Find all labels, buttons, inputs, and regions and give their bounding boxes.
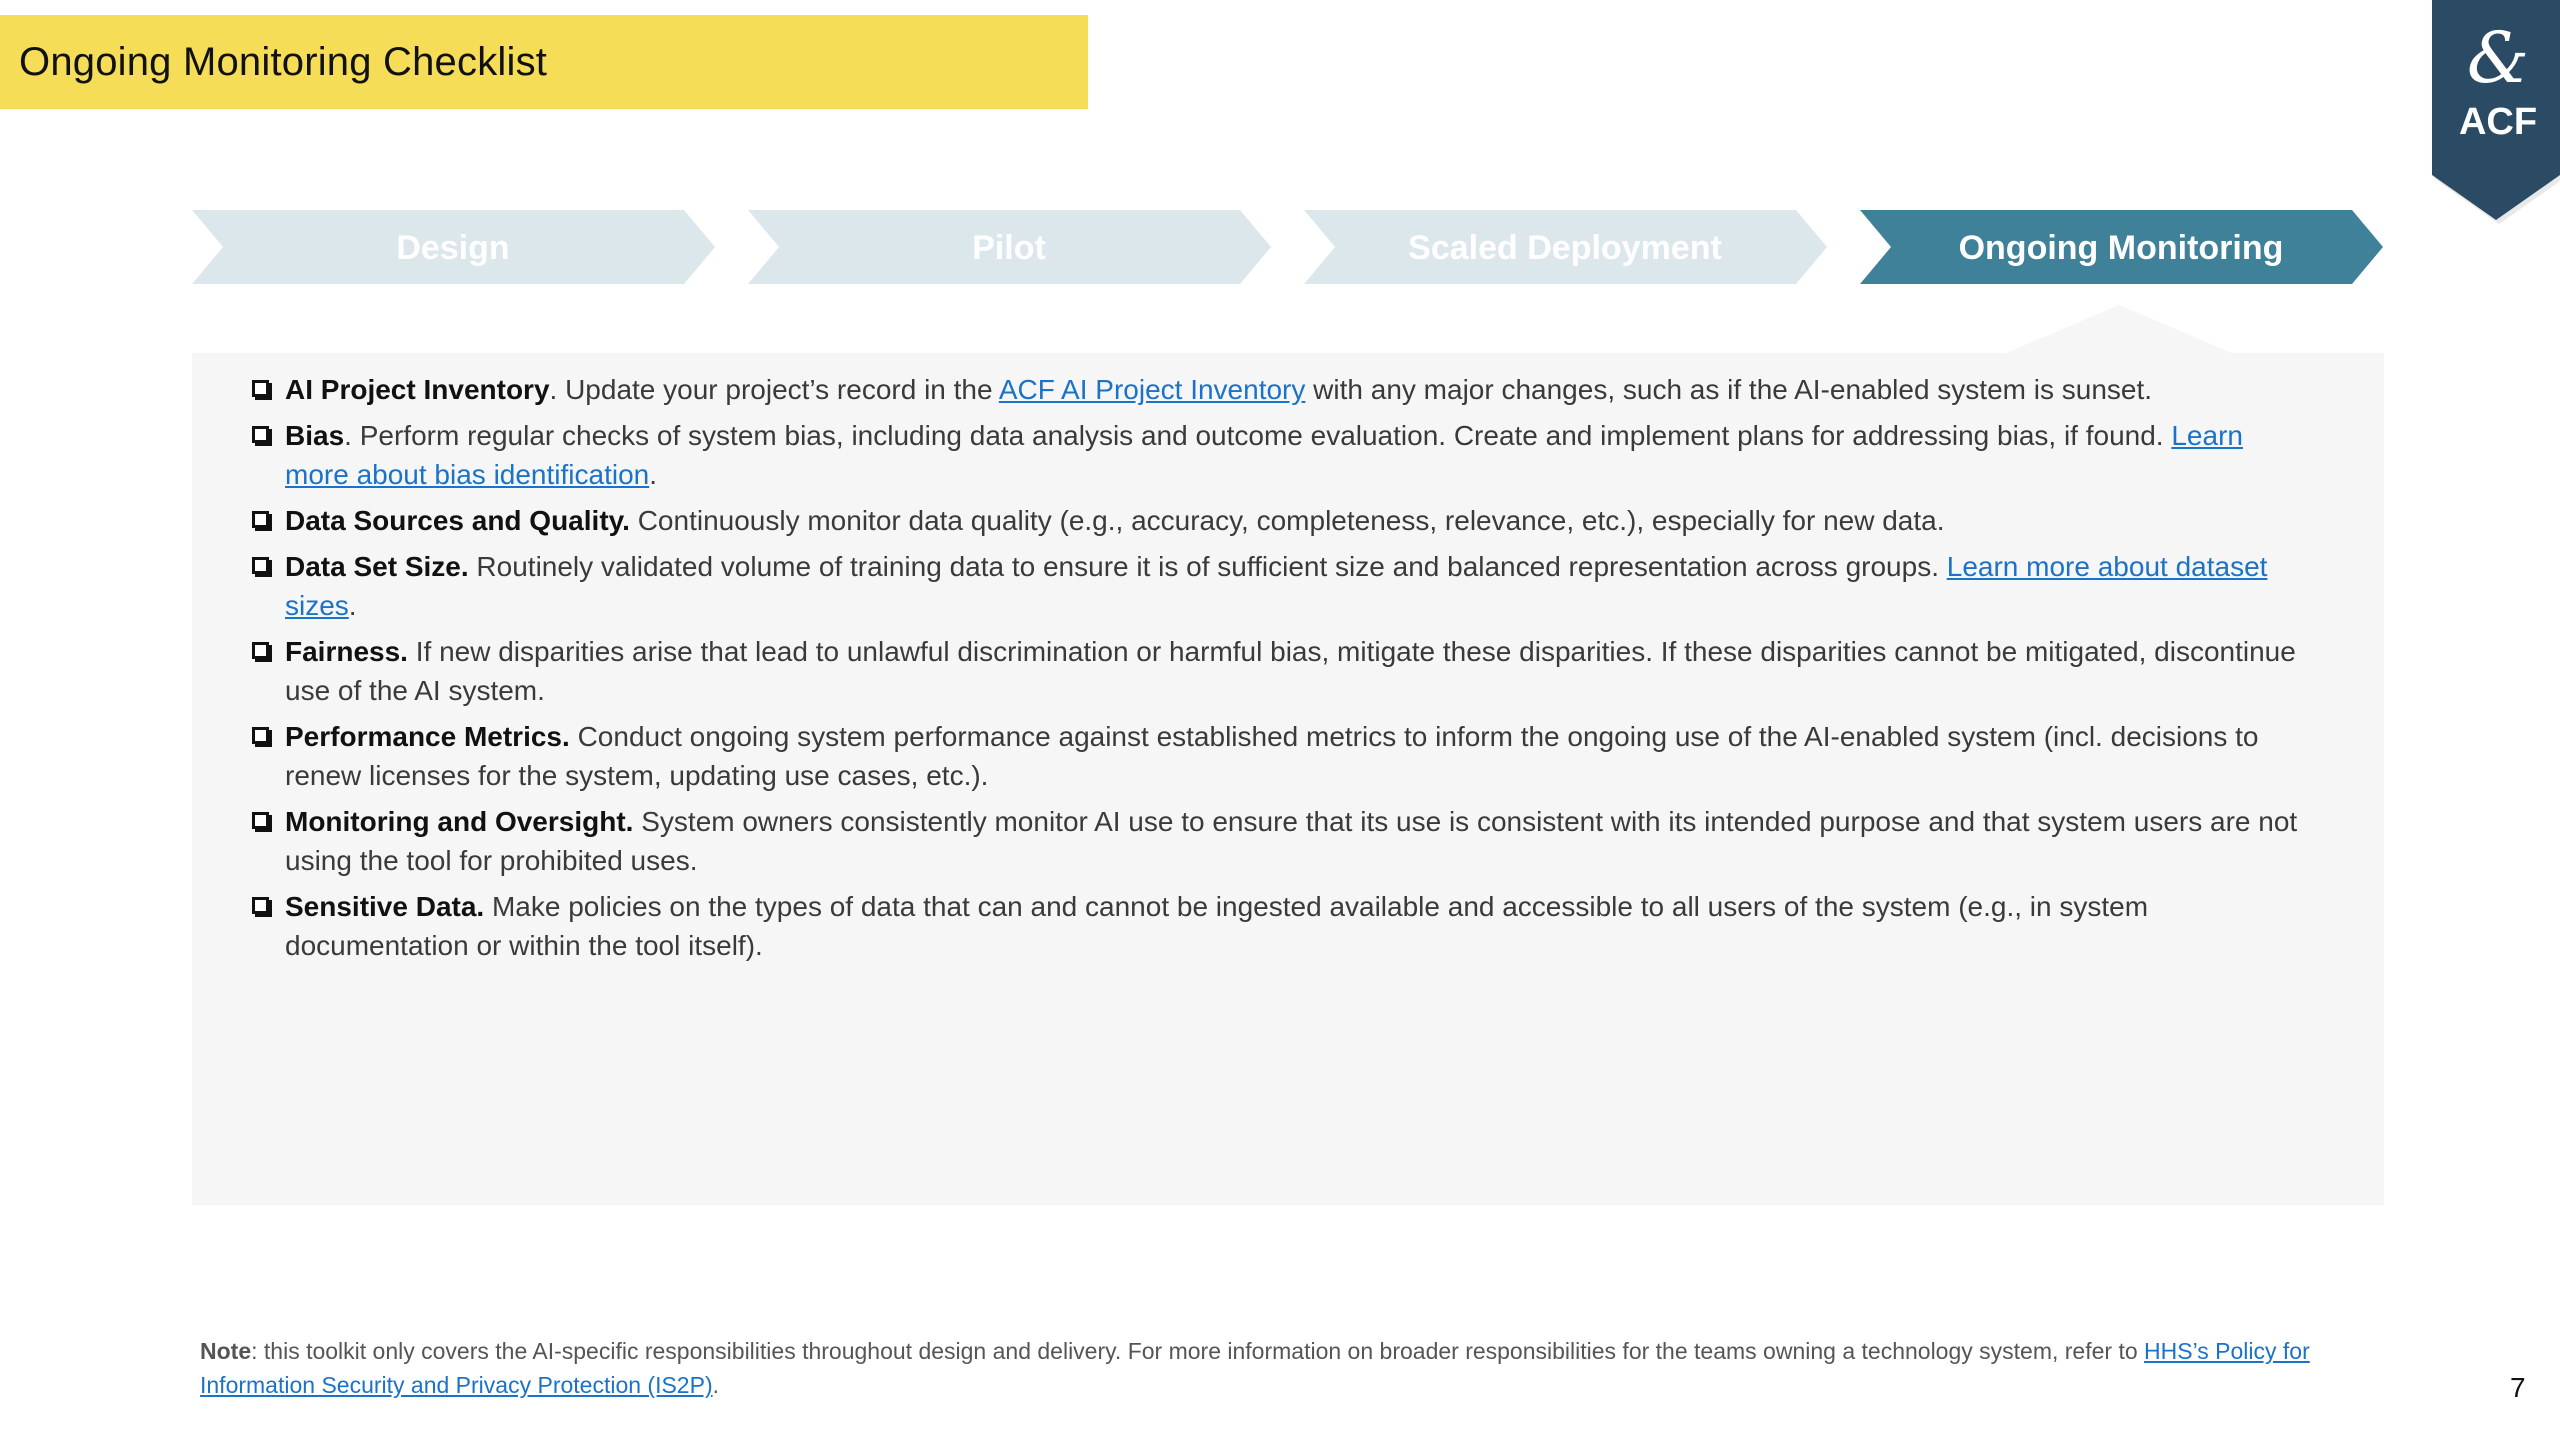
item-text-after: . xyxy=(649,459,657,490)
note-text: : this toolkit only covers the AI-specific responsibilities throughout design and delivery. For more information on broader responsibilities for the teams owning a technology system, refer to xyxy=(251,1338,2145,1364)
checkbox-icon xyxy=(252,380,269,397)
step-design xyxy=(192,210,715,284)
step-scaled-deployment-label: Scaled Deployment xyxy=(1408,229,1722,267)
acf-ai-project-inventory-link[interactable]: ACF AI Project Inventory xyxy=(998,374,1306,405)
checkbox-icon xyxy=(252,897,269,914)
item-text-after: . xyxy=(348,590,357,621)
item-term: Fairness. xyxy=(285,636,408,667)
step-scaled-deployment xyxy=(1304,210,1827,284)
item-text: If new disparities arise that lead to unlawful discrimination or harmful bias, mitigate these disparities. If these disparities cannot be mitigated, discontinue use of the AI system. xyxy=(285,636,2296,706)
page-title: Ongoing Monitoring Checklist xyxy=(19,39,548,84)
item-term: Data Set Size. xyxy=(285,551,469,582)
dataset-sizes-link[interactable]: Learn more about dataset sizes xyxy=(285,551,2268,621)
svg-text:&: & xyxy=(2466,17,2530,99)
item-text: Conduct ongoing system performance against established metrics to inform the ongoing use of the AI-enabled system (incl. decisions to renew licenses for the system, updating use cases, etc.). xyxy=(285,721,2259,791)
checklist-item-bias xyxy=(248,416,2308,494)
page-number: 7 xyxy=(2510,1372,2526,1403)
item-term: Sensitive Data. xyxy=(285,891,485,922)
item-text: Update your project’s record in the xyxy=(557,374,999,405)
item-text: System owners consistently monitor AI use to ensure that its use is consistent with its intended purpose and that system users are not using the tool for prohibited uses. xyxy=(285,806,2298,876)
checkbox-icon xyxy=(252,812,269,829)
checkbox-icon xyxy=(252,642,269,659)
item-text-after: with any major changes, such as if the AI-enabled system is sunset. xyxy=(1305,374,2153,405)
checklist-item-data-sources-quality xyxy=(248,501,2308,540)
checkbox-icon xyxy=(252,426,269,443)
checklist-item-data-set-size xyxy=(248,547,2308,625)
step-ongoing-monitoring xyxy=(1860,210,2383,284)
step-ongoing-monitoring-label: Ongoing Monitoring xyxy=(1958,229,2284,267)
step-pilot xyxy=(748,210,1271,284)
checklist xyxy=(248,370,2308,972)
item-term: Data Sources and Quality. xyxy=(285,505,630,536)
item-term: Bias xyxy=(285,420,345,451)
checklist-item-monitoring-oversight xyxy=(248,802,2308,880)
item-text: Perform regular checks of system bias, including data analysis and outcome evaluation. Create and implement plans for addressing bias, if found. xyxy=(351,420,2172,451)
checkbox-icon xyxy=(252,727,269,744)
step-pilot-label: Pilot xyxy=(972,229,1046,267)
item-term: AI Project Inventory xyxy=(285,374,550,405)
checklist-item-performance-metrics xyxy=(248,717,2308,795)
item-text: Continuously monitor data quality (e.g., accuracy, completeness, relevance, etc.), especially for new data. xyxy=(629,505,1945,536)
process-steps xyxy=(0,0,2560,340)
note-text-after: . xyxy=(712,1372,719,1398)
step-design-label: Design xyxy=(396,229,510,267)
note-label: Note xyxy=(200,1338,252,1364)
checklist-item-ai-project-inventory xyxy=(248,370,2308,409)
panel-pointer xyxy=(2004,305,2234,354)
checklist-item-fairness xyxy=(248,632,2308,710)
checkbox-icon xyxy=(252,511,269,528)
footer-note xyxy=(200,1334,2380,1402)
bias-identification-link[interactable]: Learn more about bias identification xyxy=(285,420,2243,490)
item-term-sep: . xyxy=(344,420,352,451)
checkbox-icon xyxy=(252,557,269,574)
hhs-is2p-link[interactable]: HHS’s Policy for Information Security and Privacy Protection (IS2P) xyxy=(200,1338,2310,1398)
item-text: Routinely validated volume of training data to ensure it is of sufficient size and balanced representation across groups. xyxy=(468,551,1947,582)
item-term: Performance Metrics. xyxy=(285,721,570,752)
item-term: Monitoring and Oversight. xyxy=(285,806,634,837)
item-text: Make policies on the types of data that can and cannot be ingested available and accessible to all users of the system (e.g., in system documentation or within the tool itself). xyxy=(285,891,2149,961)
item-term-sep: . xyxy=(549,374,558,405)
logo-text: ACF xyxy=(2458,101,2538,143)
checklist-item-sensitive-data xyxy=(248,887,2308,965)
